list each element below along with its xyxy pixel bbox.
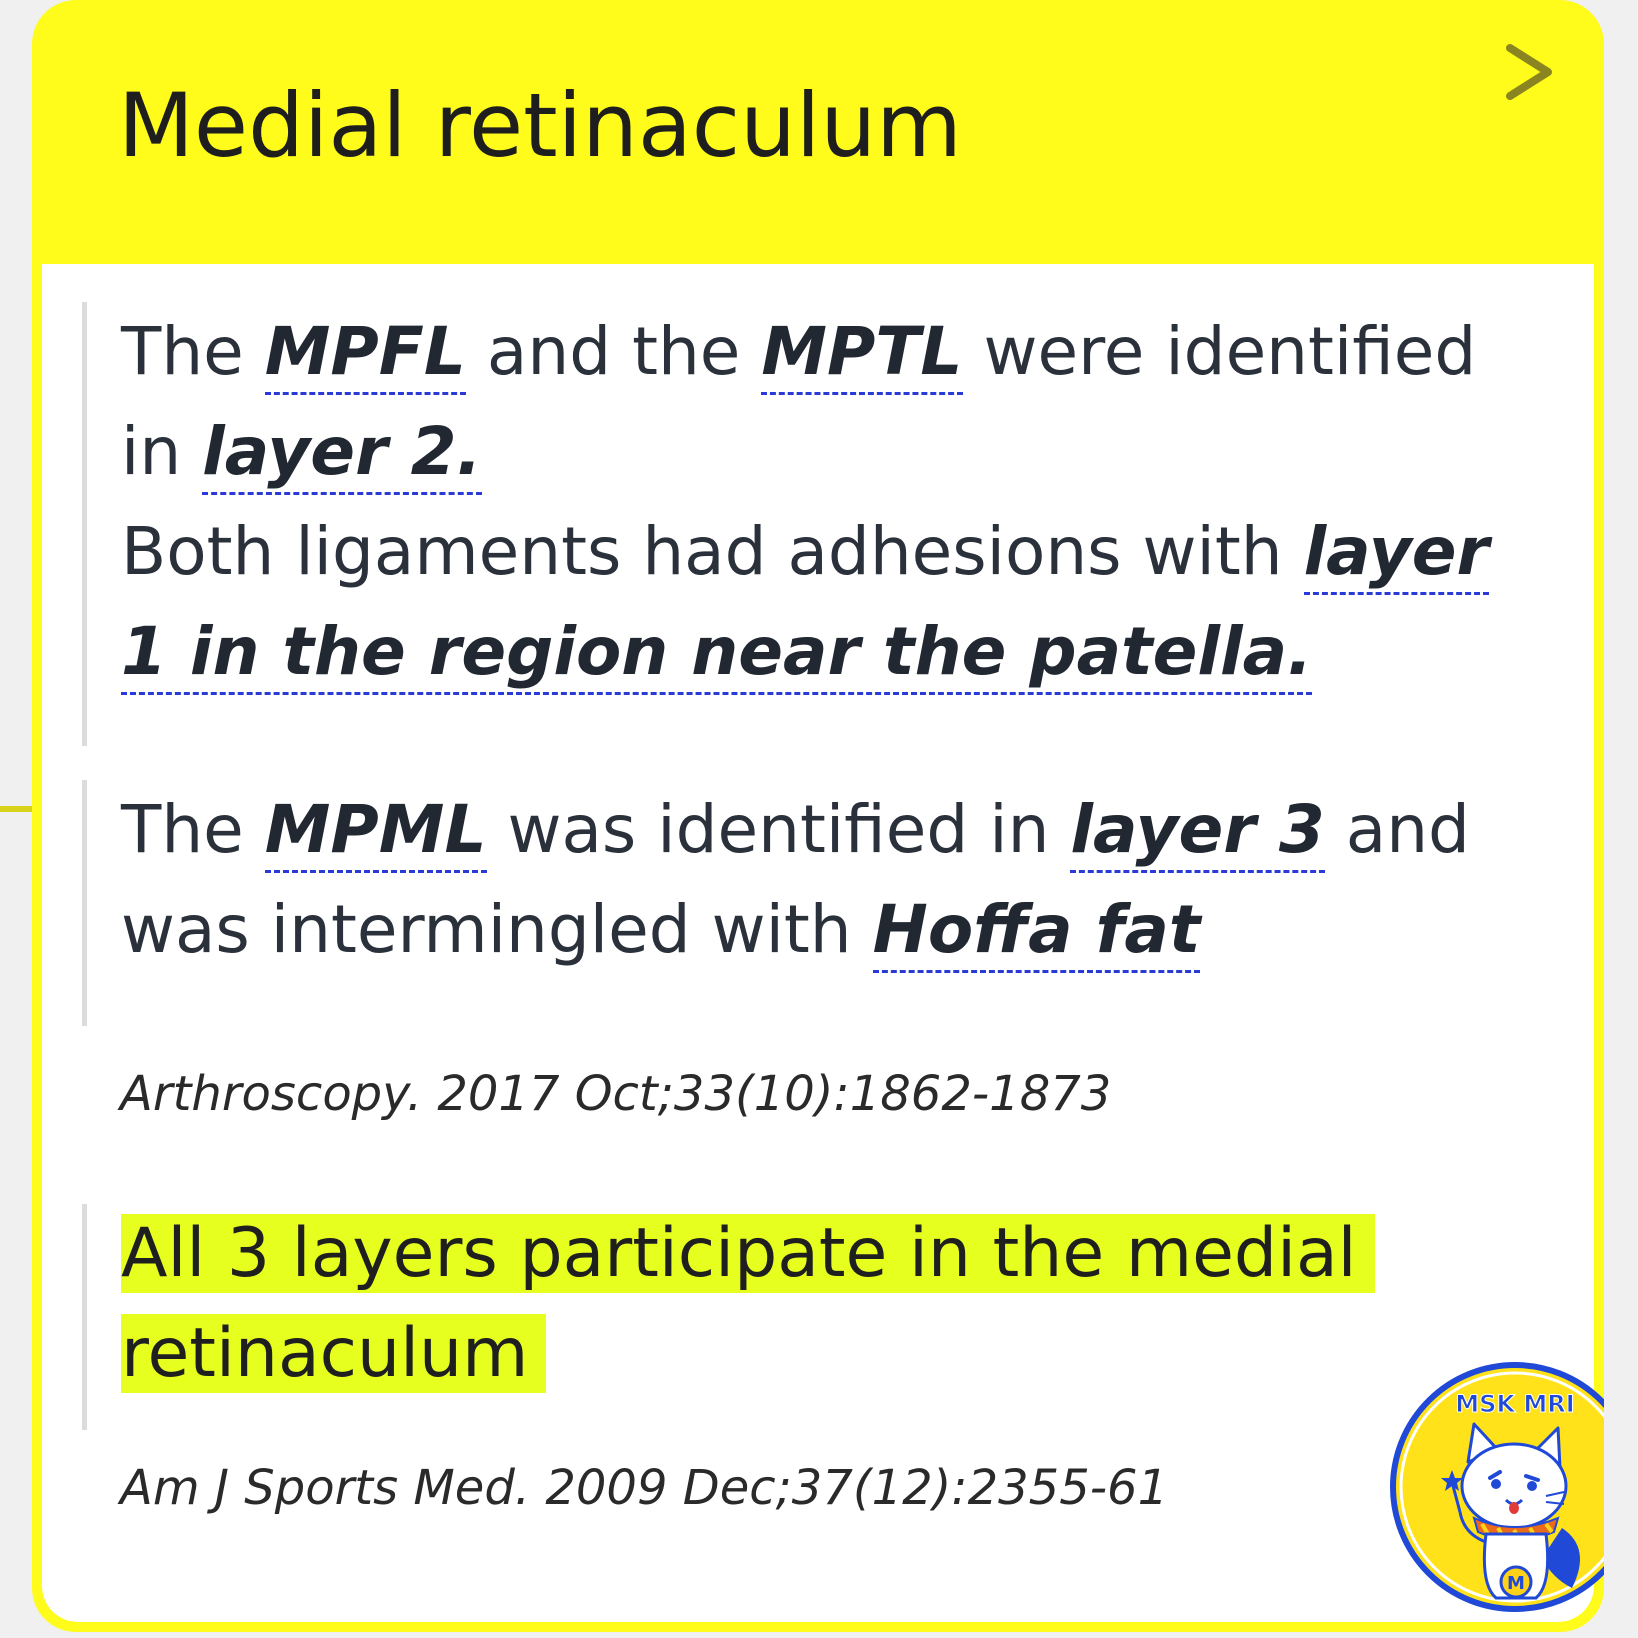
text-span: were identified in (121, 313, 1477, 490)
note-card (32, 0, 1604, 1632)
text-span: The (121, 313, 265, 390)
chevron-right-icon[interactable] (1500, 40, 1558, 104)
logo-badge-letter: M (1507, 1573, 1525, 1594)
citation-arthroscopy: Arthroscopy. 2017 Oct;33(10):1862-1873 (120, 1066, 1112, 1122)
term-mpfl[interactable]: MPFL (265, 313, 466, 395)
paragraph-layer-2 (121, 302, 1541, 502)
highlighted-summary: All 3 layers participate in the medial retinaculum (121, 1214, 1375, 1393)
paragraph-mpml (121, 780, 1541, 980)
card-body (42, 264, 1594, 1622)
edge-marker (0, 806, 34, 812)
text-span: The (121, 791, 265, 868)
text-span: and was intermingled with (121, 791, 1470, 968)
term-mpml[interactable]: MPML (265, 791, 487, 873)
term-mptl[interactable]: MPTL (761, 313, 962, 395)
quote-block-summary (82, 1204, 1541, 1430)
cat-mascot-logo-icon (1386, 1358, 1604, 1616)
logo-text: MSK MRI (1455, 1390, 1575, 1418)
card-title: Medial retinaculum (118, 74, 962, 177)
paragraph-adhesions (121, 502, 1541, 702)
paragraph-summary (121, 1204, 1541, 1404)
term-hoffa-fat[interactable]: Hoffa fat (873, 891, 1201, 973)
term-layer-2[interactable]: layer 2. (202, 413, 481, 495)
term-layer-3[interactable]: layer 3 (1070, 791, 1324, 873)
quote-block-ligaments (82, 302, 1541, 746)
text-span: was identified in (486, 791, 1071, 868)
card-header (32, 0, 1604, 264)
text-span: and the (465, 313, 762, 390)
text-span: Both ligaments had adhesions with (121, 513, 1304, 590)
citation-am-j-sports-med: Am J Sports Med. 2009 Dec;37(12):2355-61 (120, 1460, 1169, 1516)
quote-block-mpml (82, 780, 1541, 1026)
term-layer-1[interactable]: layer 1 in the region near the patella. (121, 513, 1489, 695)
